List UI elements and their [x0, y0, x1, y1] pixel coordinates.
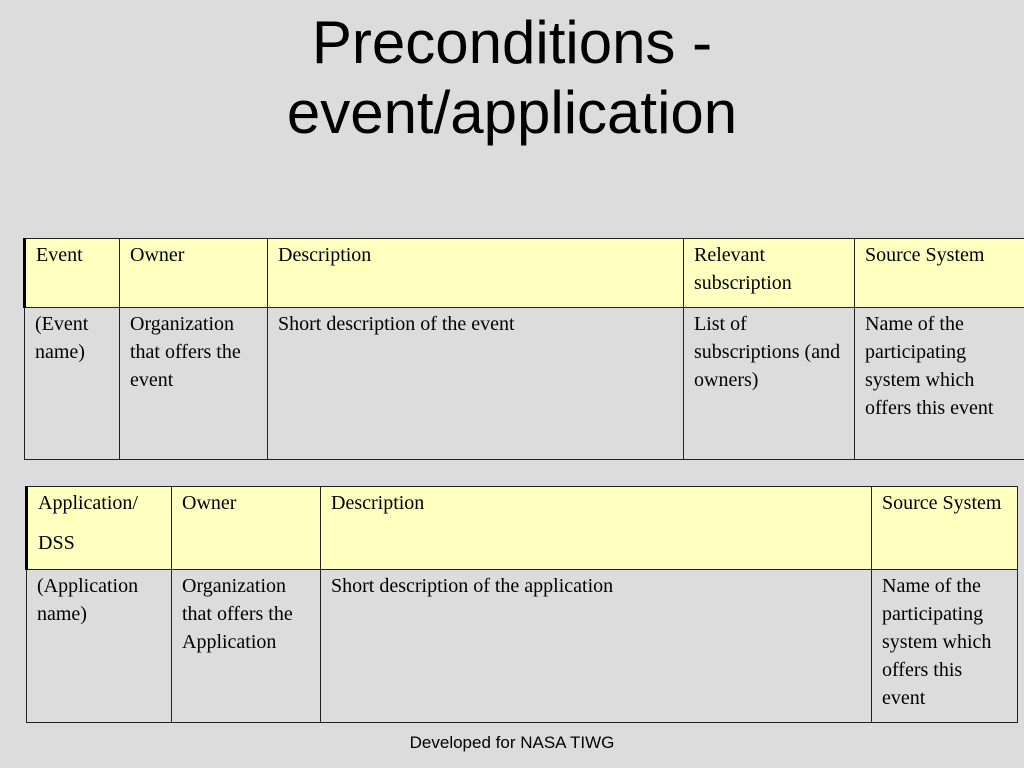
events-cell-relevant-subscription: List of subscriptions (and owners) [684, 308, 855, 460]
slide-title-line-1: Preconditions - [311, 9, 713, 76]
apps-table-header-row [27, 487, 1018, 570]
events-cell-event: (Event name) [25, 308, 120, 460]
apps-header-source-system: Source System [872, 487, 1018, 570]
events-header-owner: Owner [120, 239, 268, 308]
events-cell-description: Short description of the event [268, 308, 684, 460]
apps-cell-owner: Organization that offers the Application [172, 570, 321, 723]
slide-title [0, 8, 1024, 148]
apps-header-application [27, 487, 172, 570]
apps-header-application-line-1: Application/ [38, 492, 138, 514]
events-table [23, 238, 1024, 460]
events-header-source-system: Source System [855, 239, 1024, 308]
apps-header-owner: Owner [172, 487, 321, 570]
apps-cell-source-system: Name of the participating system which offers this event [872, 570, 1018, 723]
slide-title-line-2: event/application [286, 79, 738, 146]
events-header-relevant-subscription: Relevant subscription [684, 239, 855, 308]
events-header-event: Event [25, 239, 120, 308]
apps-header-application-line-2: DSS [38, 532, 75, 554]
applications-table [25, 486, 1018, 723]
events-cell-owner: Organization that offers the event [120, 308, 268, 460]
footer-text: Developed for NASA TIWG [409, 733, 615, 752]
events-cell-source-system: Name of the participating system which offers this event [855, 308, 1024, 460]
table-row [27, 570, 1018, 723]
apps-cell-application: (Application name) [27, 570, 172, 723]
table-row [25, 308, 1024, 460]
events-table-header-row [25, 239, 1024, 308]
apps-cell-description: Short description of the application [321, 570, 872, 723]
events-header-description: Description [268, 239, 684, 308]
apps-header-description: Description [321, 487, 872, 570]
